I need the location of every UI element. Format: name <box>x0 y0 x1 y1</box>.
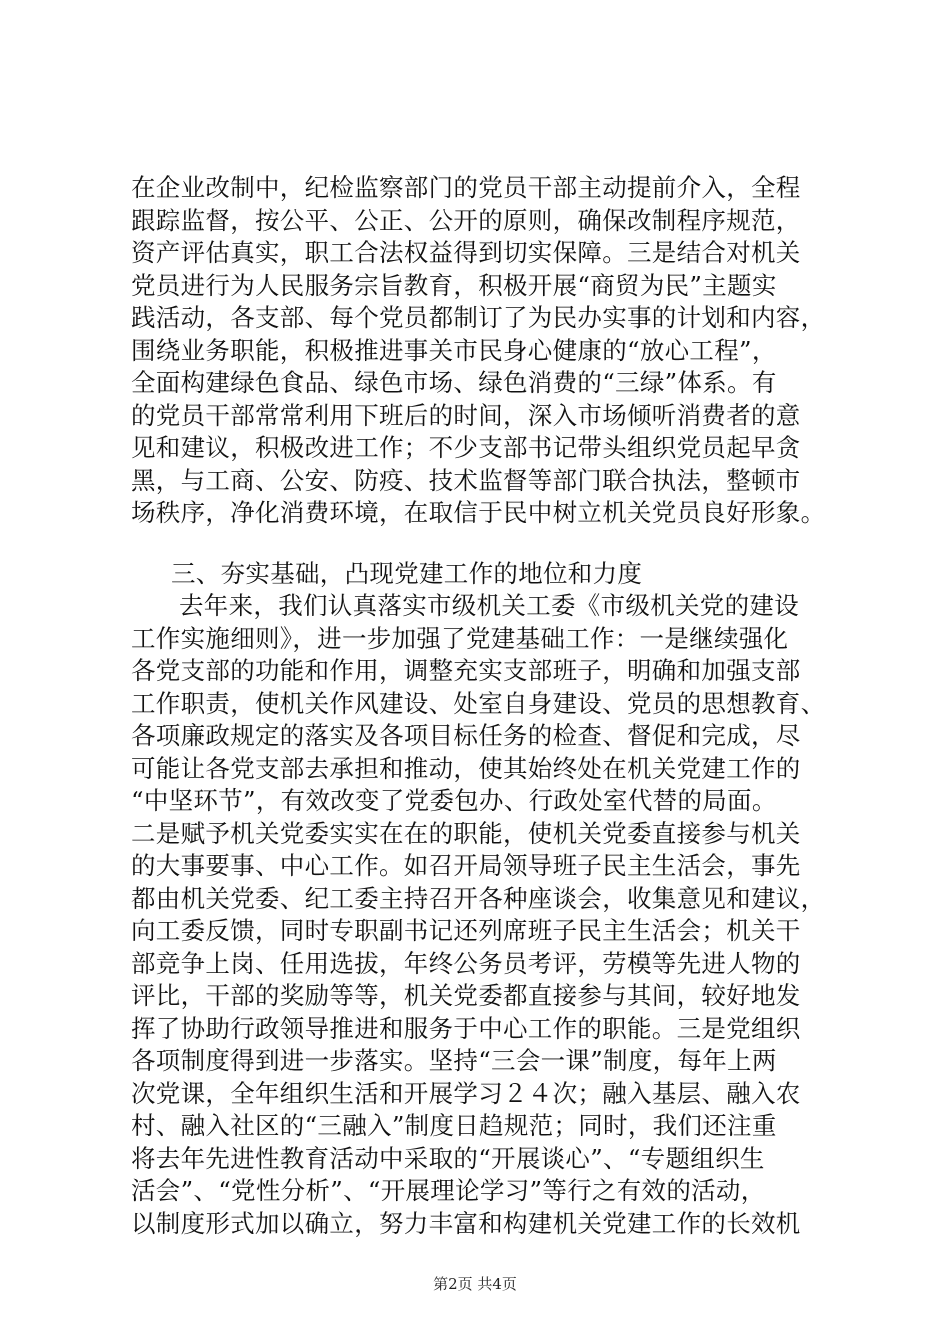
text-line: 见和建议，积极改进工作；不少支部书记带头组织党员起早贪 <box>131 433 801 462</box>
document-body <box>131 172 843 1240</box>
text-line: 去年来，我们认真落实市级机关工委《市级机关党的建设 <box>179 591 799 620</box>
text-line: 工作实施细则》，进一步加强了党建基础工作：一是继续强化 <box>131 623 789 653</box>
text-line: 工作职责，使机关作风建设、处室自身建设、党员的思想教育、 <box>131 688 826 718</box>
text-line: 部竞争上岗、任用选拔，年终公务员考评，劳模等先进人物的 <box>131 948 801 978</box>
section-heading: 三、夯实基础，凸现党建工作的地位和力度 <box>171 558 643 588</box>
text-line: 各党支部的功能和作用，调整充实支部班子，明确和加强支部 <box>131 656 801 685</box>
text-line: 二是赋予机关党委实实在在的职能，使机关党委直接参与机关 <box>131 818 801 848</box>
text-line: 次党课，全年组织生活和开展学习２４次；融入基层、融入农 <box>131 1078 801 1108</box>
text-line: 将去年先进性教育活动中采取的“开展谈心”、“专题组织生 <box>131 1143 765 1173</box>
text-line: 各项廉政规定的落实及各项目标任务的检查、督促和完成，尽 <box>131 721 801 750</box>
text-line: 评比，干部的奖励等等，机关党委都直接参与其间，较好地发 <box>131 981 801 1010</box>
paragraph-spacer <box>131 530 843 558</box>
text-line: 党员进行为人民服务宗旨教育，积极开展“商贸为民”主题实 <box>131 270 777 300</box>
text-line: “中坚环节”，有效改变了党委包办、行政处室代替的局面。 <box>131 786 777 815</box>
text-line: 场秩序，净化消费环境，在取信于民中树立机关党员良好形象。 <box>131 498 826 527</box>
paragraph-party-service <box>131 172 843 530</box>
paragraph-party-building <box>131 590 843 1240</box>
text-line: 以制度形式加以确立，努力丰富和构建机关党建工作的长效机 <box>131 1208 801 1238</box>
text-line: 黑，与工商、公安、防疫、技术监督等部门联合执法，整顿市 <box>131 465 801 495</box>
text-line: 践活动，各支部、每个党员都制订了为民办实事的计划和内容， <box>131 303 826 332</box>
text-line: 资产评估真实，职工合法权益得到切实保障。三是结合对机关 <box>131 238 801 267</box>
text-line: 的大事要事、中心工作。如召开局领导班子民主生活会，事先 <box>131 851 801 880</box>
text-line: 都由机关党委、纪工委主持召开各种座谈会，收集意见和建议， <box>131 883 826 913</box>
text-line: 可能让各党支部去承担和推动，使其始终处在机关党建工作的 <box>131 753 801 783</box>
text-line: 围绕业务职能，积极推进事关市民身心健康的“放心工程”， <box>131 335 777 365</box>
text-line: 挥了协助行政领导推进和服务于中心工作的职能。三是党组织 <box>131 1013 801 1043</box>
text-line: 向工委反馈，同时专职副书记还列席班子民主生活会；机关干 <box>131 916 801 945</box>
text-line: 村、融入社区的“三融入”制度日趋规范；同时，我们还注重 <box>131 1111 777 1140</box>
text-line: 活会”、“党性分析”、“开展理论学习”等行之有效的活动， <box>131 1176 766 1205</box>
text-line: 在企业改制中，纪检监察部门的党员干部主动提前介入，全程 <box>131 173 801 202</box>
text-line: 各项制度得到进一步落实。坚持“三会一课”制度，每年上两 <box>131 1046 777 1075</box>
text-line: 跟踪监督，按公平、公正、公开的原则，确保改制程序规范， <box>131 205 801 235</box>
text-line: 全面构建绿色食品、绿色市场、绿色消费的“三绿”体系。有 <box>131 368 777 397</box>
text-line: 的党员干部常常利用下班后的时间，深入市场倾听消费者的意 <box>131 400 801 430</box>
page-footer: 第2页 共4页 <box>433 1275 517 1293</box>
